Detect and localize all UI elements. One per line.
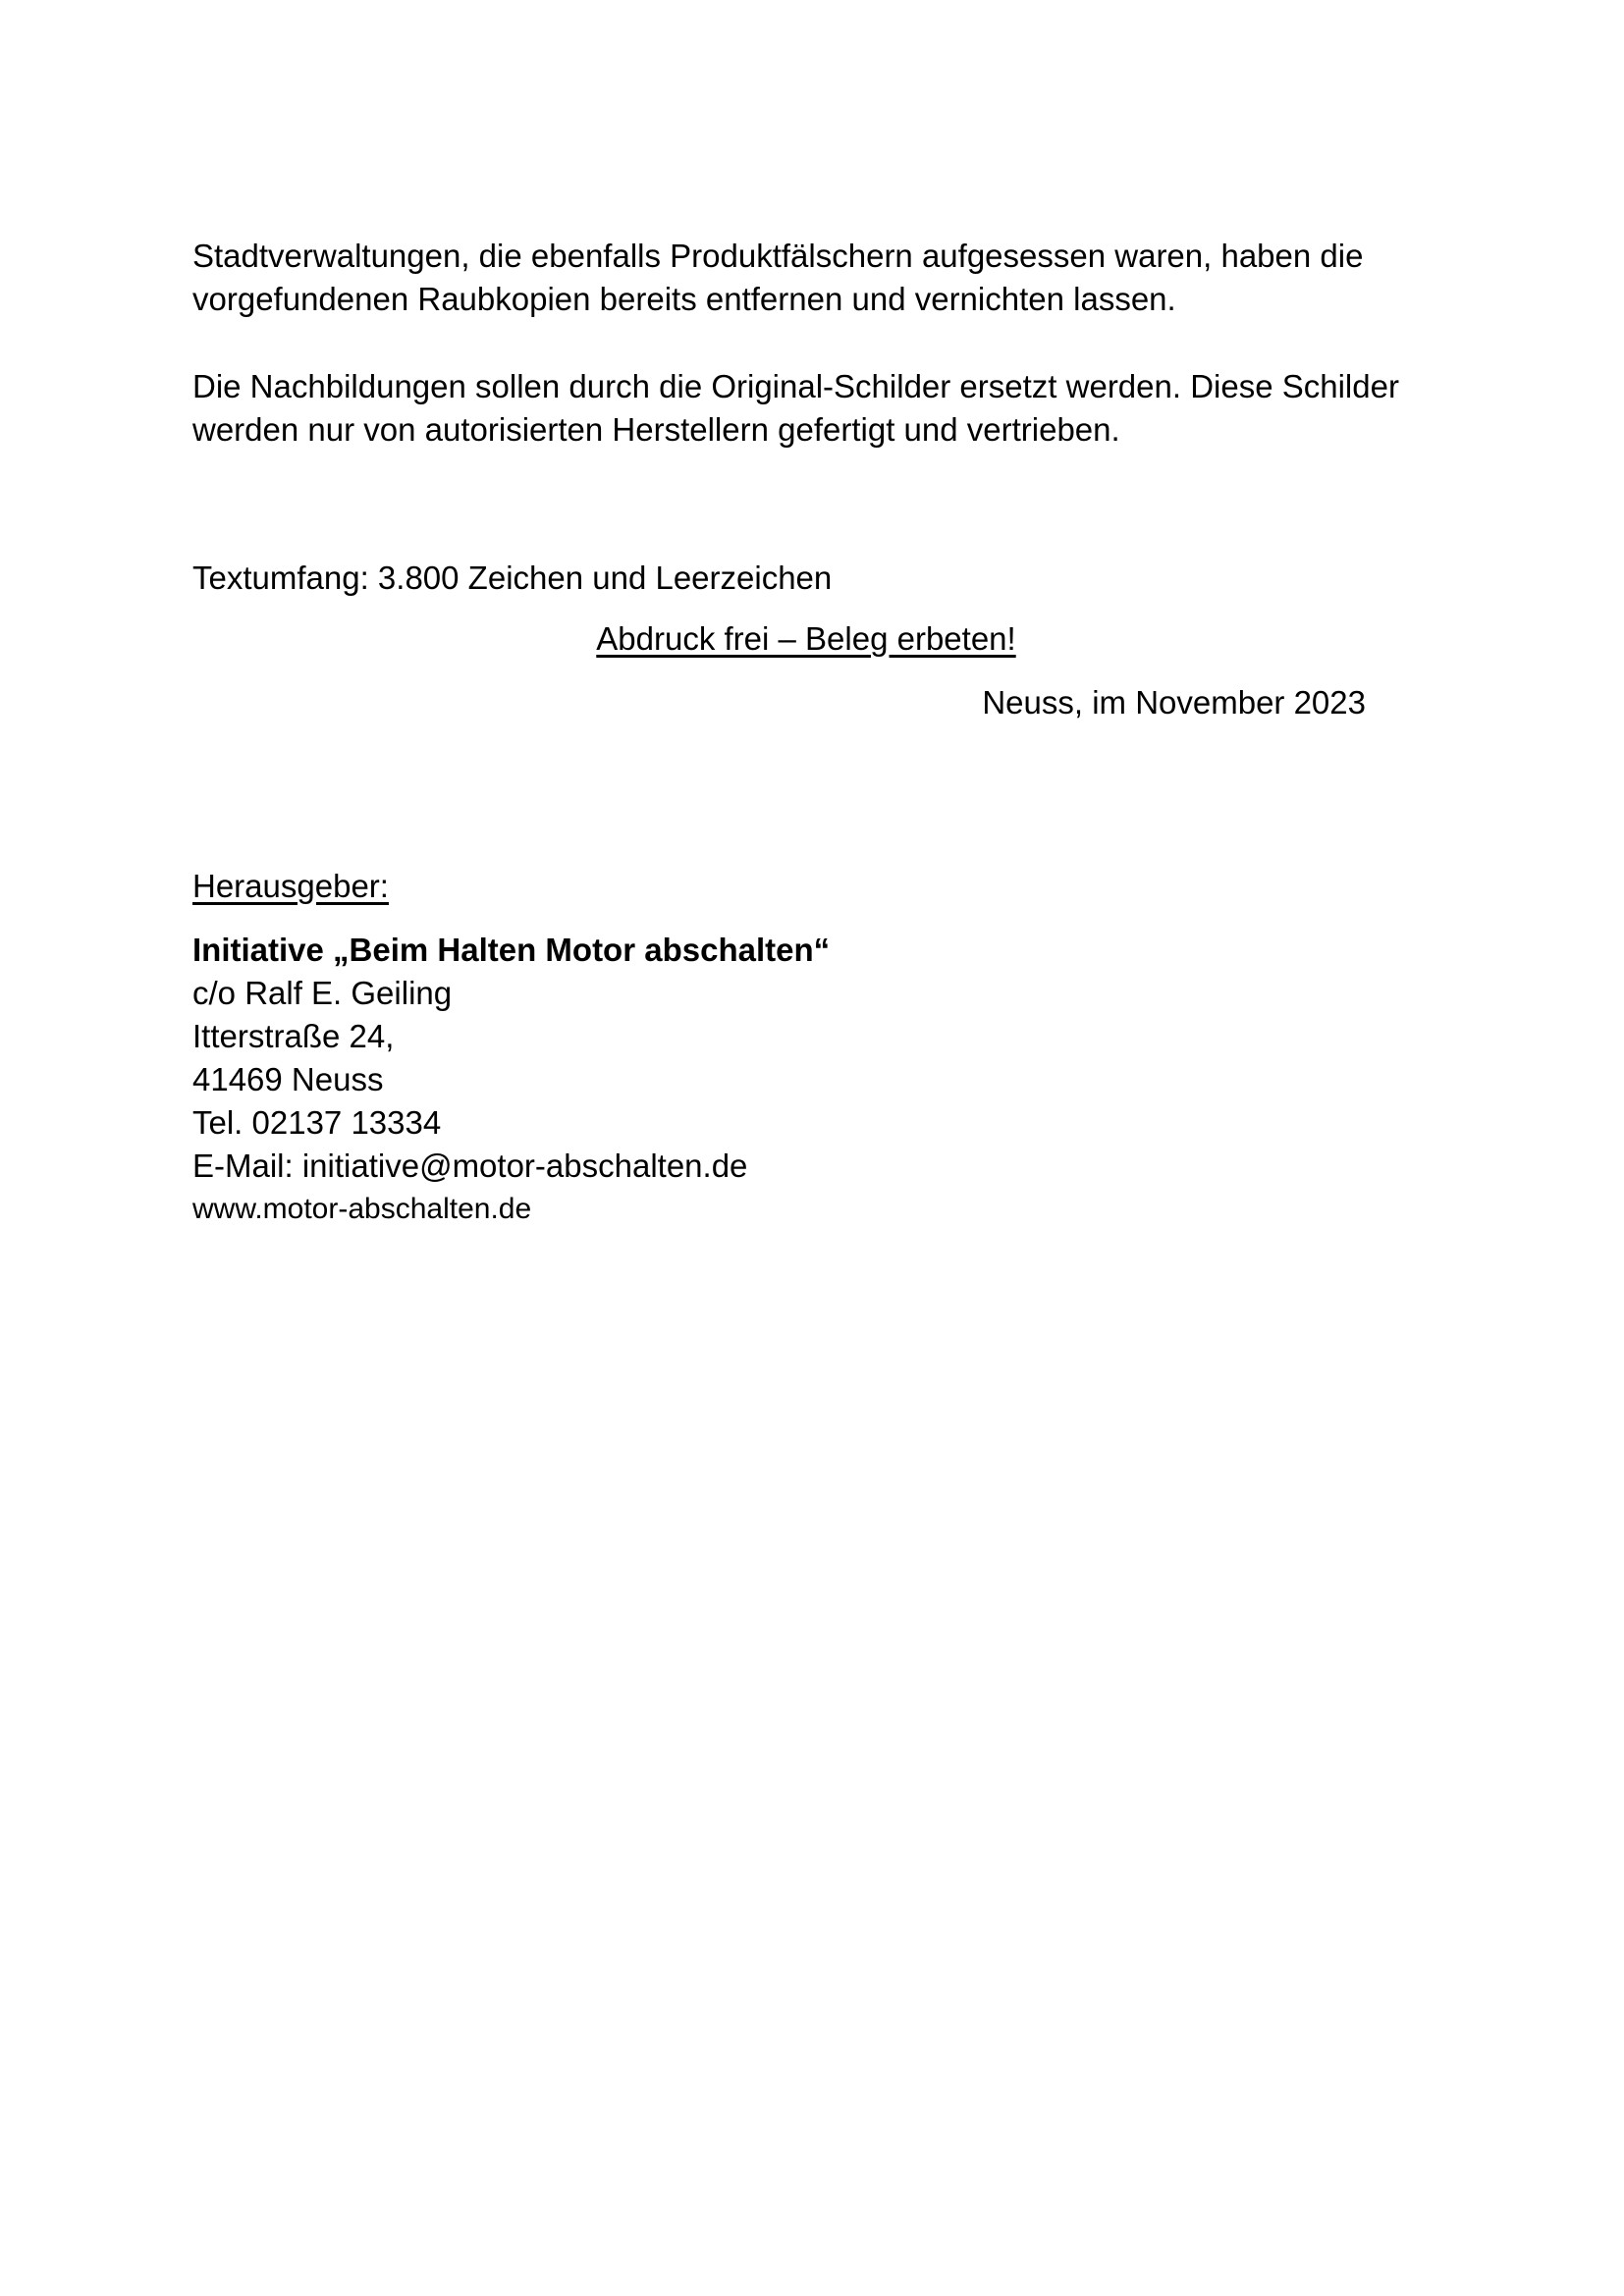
body-paragraph-1 [192, 235, 1420, 321]
publisher-name: Initiative „Beim Halten Motor abschalten“ [192, 932, 831, 968]
paragraph-line: Stadtverwaltungen, die ebenfalls Produktfälschern aufgesessen waren, haben die [192, 238, 1364, 274]
paragraph-line: Die Nachbildungen sollen durch die Original-Schilder ersetzt werden. Diese Schilder [192, 368, 1399, 404]
publisher-website-line: www.motor-abschalten.de [192, 1193, 532, 1225]
publisher-block [192, 929, 1420, 1231]
publisher-co-line: c/o Ralf E. Geiling [192, 975, 453, 1011]
publisher-heading: Herausgeber: [192, 868, 389, 904]
body-paragraph-2 [192, 365, 1420, 452]
publisher-city-line: 41469 Neuss [192, 1061, 384, 1097]
publisher-heading-row [192, 865, 1420, 908]
dateline: Neuss, im November 2023 [982, 684, 1366, 721]
reprint-notice: Abdruck frei – Beleg erbeten! [596, 620, 1016, 657]
reprint-notice-row [192, 617, 1420, 661]
publisher-email-line: E-Mail: initiative@motor-abschalten.de [192, 1148, 748, 1184]
publisher-phone-line: Tel. 02137 13334 [192, 1104, 442, 1141]
text-length-note: Textumfang: 3.800 Zeichen und Leerzeichen [192, 560, 833, 596]
paragraph-line: werden nur von autorisierten Herstellern gefertigt und vertrieben. [192, 411, 1120, 448]
paragraph-line: vorgefundenen Raubkopien bereits entfernen und vernichten lassen. [192, 281, 1176, 317]
publisher-street-line: Itterstraße 24, [192, 1018, 395, 1054]
